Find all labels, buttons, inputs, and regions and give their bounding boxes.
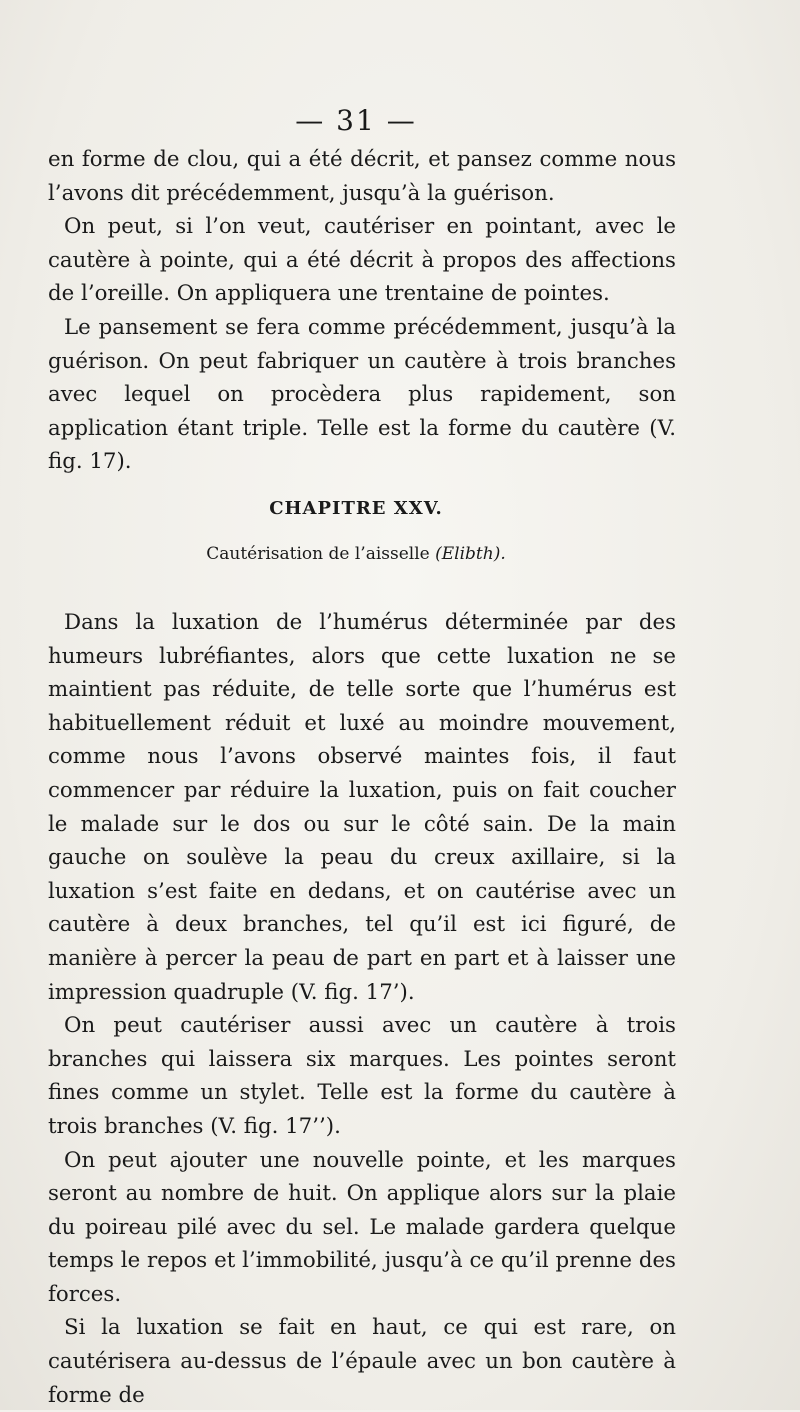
paragraph: Dans la luxation de l’humérus déterminée par des humeurs lubréfiantes, alors que cette luxation ne se maintient pas réduite, de telle sorte que l’humérus est habituellement réduit et luxé au moindre mouvement, comme nous l’avons observé maintes fois, il faut commencer par réduire la luxation, puis on fait coucher le malade sur le dos ou sur le côté sain. De la main gauche on soulève la peau du creux axillaire, si la luxation s’est faite en dedans, et on cautérise avec un cautère à deux branches, tel qu’il est ici figuré, de manière à percer la peau de part en part et à laisser une impression quadruple (V. fig. 17’).: [48, 610, 676, 1005]
page-number: — 31 —: [295, 104, 417, 137]
text-block-chapter: [48, 606, 676, 1412]
paragraph: Si la luxation se fait en haut, ce qui est rare, on cautérisera au-dessus de l’épaule avec un bon cautère à forme de: [48, 1315, 676, 1408]
text-block-top: [48, 143, 676, 479]
paragraph: On peut, si l’on veut, cautériser en pointant, avec le cautère à pointe, qui a été décrit à propos des affections de l’oreille. On appliquera une trentaine de pointes.: [48, 214, 676, 307]
paragraph: en forme de clou, qui a été décrit, et pansez comme nous l’avons dit précédemment, jusqu’à la guérison.: [48, 147, 676, 206]
chapter-heading: CHAPITRE XXV.: [269, 498, 443, 519]
paragraph: On peut cautériser aussi avec un cautère à trois branches qui laissera six marques. Les pointes seront fines comme un stylet. Telle est la forme du cautère à trois branches (V. fig. 17’’).: [48, 1013, 676, 1139]
paragraph: Le pansement se fera comme précédemment, jusqu’à la guérison. On peut fabriquer un cautère à trois branches avec lequel on procèdera plus rapidement, son application étant triple. Telle est la forme du cautère (V. fig. 17).: [48, 314, 676, 475]
chapter-subtitle-italic: (Elibth).: [435, 544, 506, 564]
chapter-subtitle-text: Cautérisation de l’aisselle: [206, 544, 430, 564]
paragraph: On peut ajouter une nouvelle pointe, et les marques seront au nombre de huit. On applique alors sur la plaie du poireau pilé avec du sel. Le malade gardera quelque temps le repos et l’immobilité, jusqu’à ce qu’il prenne des forces.: [48, 1147, 676, 1307]
chapter-subtitle: [0, 544, 712, 564]
